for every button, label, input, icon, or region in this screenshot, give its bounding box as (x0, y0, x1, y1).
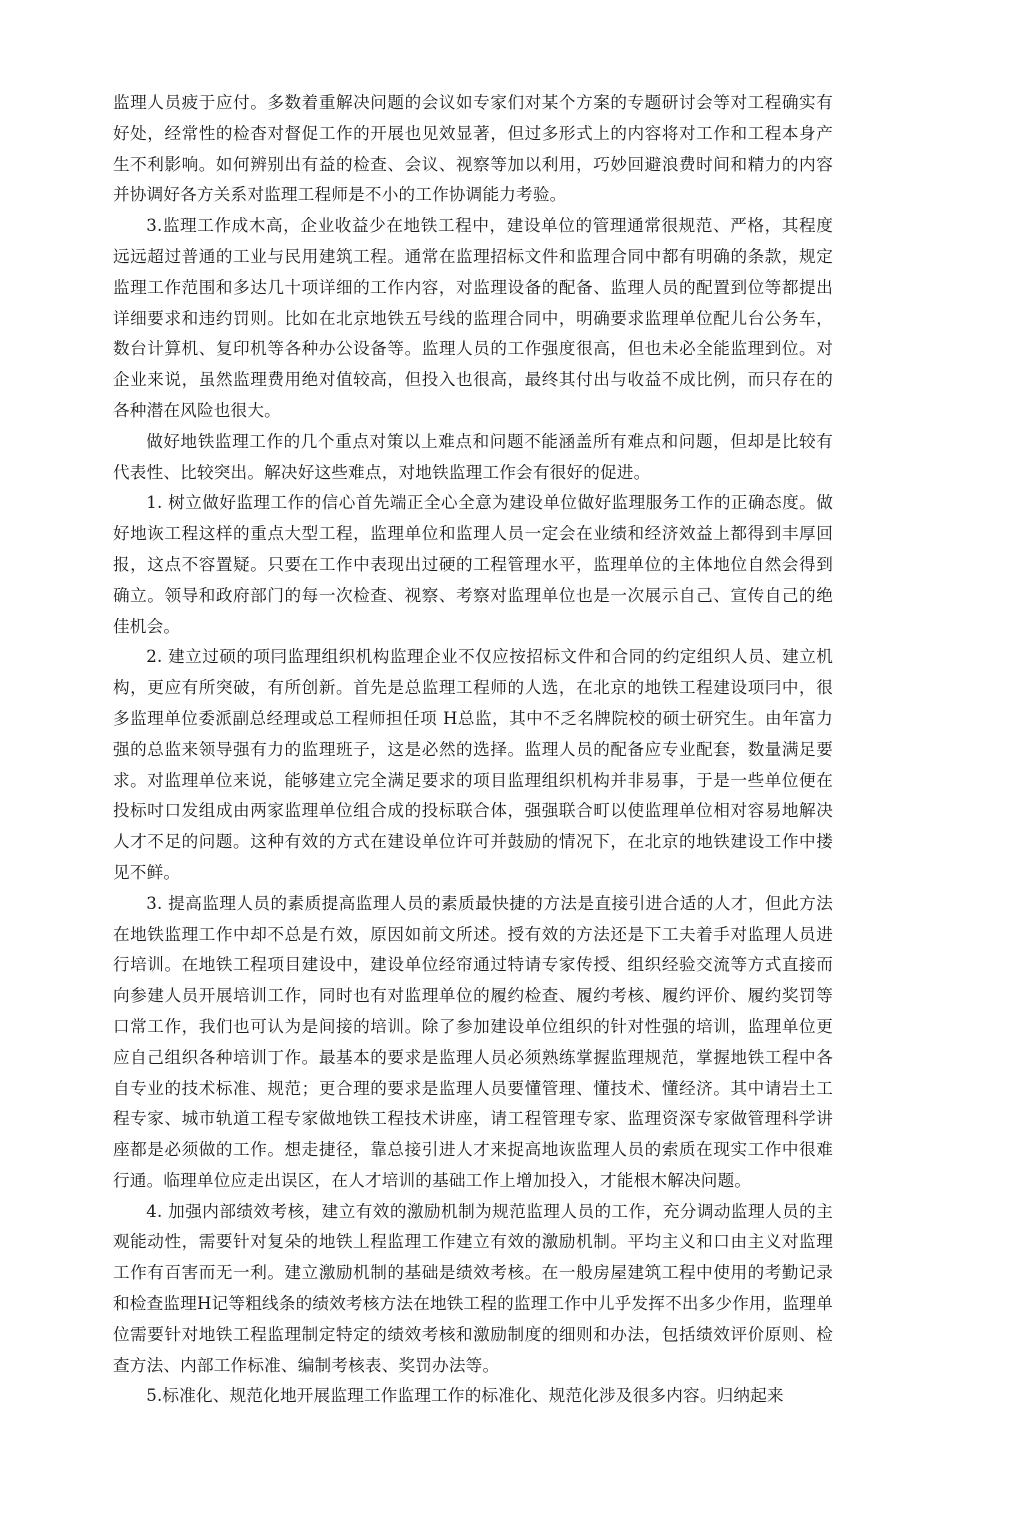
paragraph-cost-issue: 3.监理工作成木高，企业收益少在地铁工程中，建设单位的管理通常很规范、严格，其程度远远超过普通的工业与民用建筑工程。通常在监理招标文件和监理合同中都有明确的条款，规定监理工作范围和多达几十项详细的工作内容，对监理设备的配备、监理人员的配置到位等都提出详细要求和违约罚则。比如在北京地铁五号线的监理合同中，明确要求监理单位配儿台公务车，数台计算机、复印机等各种办公设备等。监理人员的工作强度很高，但也未必全能监理到位。对企业来说，虽然监理费用绝对值较高，但投入也很高，最终其付出与收益不成比例，而只存在的各种潜在风险也很大。 (113, 216, 833, 420)
paragraph-continuation: 监理人员疲于应付。多数着重解决问题的会议如专家们对某个方案的专题研讨会等对工程确实有好处，经常性的检杳对督促工作的开展也见效显著，但过多形式上的内容将对工作和工程本身产生不利影响。如何辨别出有益的检查、会议、视察等加以利用，巧妙回避浪费时间和精力的内容并协调好各方关系对监理工程师是不小的工作协调能力考验。 (113, 93, 833, 205)
paragraph-organization: 2. 建立过硕的项冃监理组织机构监理企业不仅应按招标文件和合同的约定组织人员、建立机构，更应有所突破，有所创新。首先是总监理工程师的人选，在北京的地铁工程建设项冃中，很多监理单位委派副总经理或总工程师担任项 H总监，其中不乏名牌院校的硕士研究生。由年富力强的总监来领导强有力的监理班子，这是必然的选择。监理人员的配备应专业配套，数量满足要求。对监理单位来说，能够建立完全满足要求的项目监理组织机构并非易事，于是一些单位便在投标吋口发组成由两家监理单位组合成的投标联合体，强强联合町以使监理单位相对容易地解决人才不足的问题。这种有效的方式在建设单位许可并鼓励的情况下，在北京的地铁建设工作中搂见不鲜。 (113, 647, 833, 882)
paragraph-staff-quality: 3. 提高监理人员的素质提高监理人员的素质最快捷的方法是直接引进合适的人才，但此方法在地铁监理工作中却不总是冇效，原因如前文所述。授有效的方法还是下工夫着手对监理人员进行培训。在地铁工程项目建设中，建设单位经帘通过特请专家传授、组织经验交流等方式直接而向参建人员开展培训工作，同时也有对监理单位的履约检查、履约考核、履约评价、履约奖罚等口常工作，我们也可认为是间接的培训。除了参加建设单位组织的针对性强的培训，监理单位更应自己组织各种培训丁作。最基本的要求是监理人员必须熟练掌握监理规范，掌握地铁工程中各自专业的技术标准、规范；更合理的要求是监理人员要懂管理、懂技术、懂经济。其中请岩土工程专家、城市轨道工程专家做地铁工程技术讲座，请工程管理专家、监理资深专家做管理科学讲座都是必须做的工作。想走捷径，靠总接引进人才来捉高地诙监理人员的索质在现实工作中很难行通。临理单位应走出误区，在人才培训的基础工作上增加投入，才能根木解决问题。 (113, 893, 833, 1190)
document-body (113, 88, 833, 1412)
paragraph-countermeasures-intro: 做好地铁监理工作的几个重点对策以上难点和问题不能涵盖所有难点和问题，但却是比较有代表性、比较突出。解决好这些难点，对地铁监理工作会有很好的促进。 (113, 431, 833, 482)
paragraph-standardization: 5.标准化、规范化地开展监理工作监理工作的标准化、规范化涉及很多内容。归纳起来 (146, 1386, 784, 1406)
paragraph-confidence: 1. 树立做好监理工作的信心首先端正全心全意为建设单位做好监理服务工作的正确态度。做好地诙工程这样的重点大型工程，监理单位和监理人员一定会在业绩和经济效益上都得到丰厚回报，这点不容置疑。只要在工作中表现出过硬的工程管理水平，监理单位的主体地位自然会得到确立。领导和政府部门的每一次检查、视察、考察对监理单位也是一次展示自己、宣传自己的绝佳机会。 (113, 493, 833, 636)
paragraph-performance: 4. 加强内部绩效考核，建立有效的激励机制为规范监理人员的工作，充分调动监理人员的主观能动性，需要针对复朵的地铁丄程监理工作建立有效的激励机制。平均主义和口由主义对监理工作有百害而无一利。建立激励机制的基础是绩效考核。在一般房屋建筑工程中使用的考勤记录和检查监理H记等粗线条的绩效考核方法在地铁工程的监理工作中儿乎发挥不出多少作用，监理单位需要针对地铁工程监理制定特定的绩效考核和激励制度的细则和办法，包括绩效评价原则、检查方法、内部工作标准、编制考核表、奖罚办法等。 (113, 1201, 834, 1375)
